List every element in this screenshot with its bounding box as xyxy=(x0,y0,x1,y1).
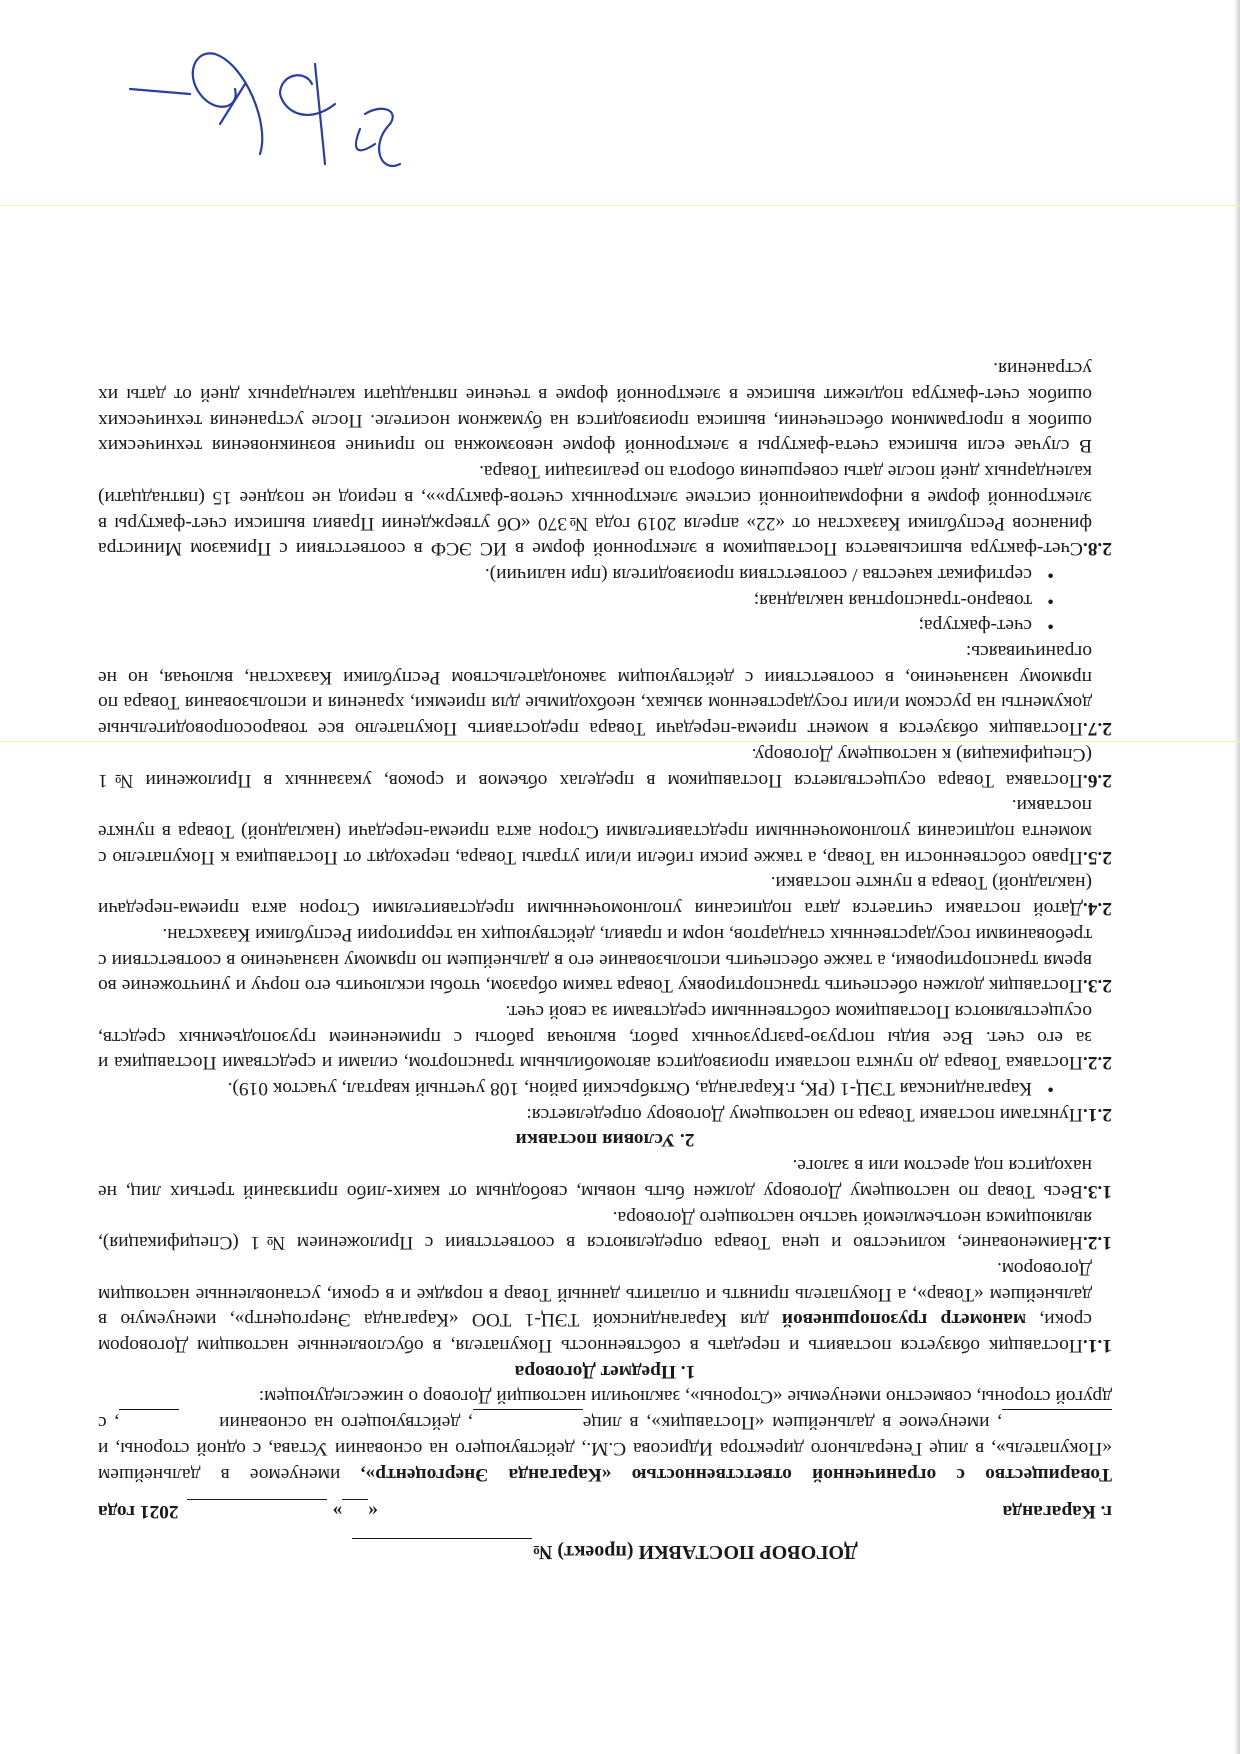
bullet-icon: • xyxy=(1047,615,1054,637)
contract-date: «»2021 года xyxy=(98,1499,378,1525)
document-bullet: •товарно-транспортная накладная; xyxy=(98,587,1112,613)
clause-2-7: 2.7.Поставщик обязуется в момент приема-передачи Товара предоставить Покупателю все товаросопроводительные документы на русском и/или государственном языках, необходимые для приемки, хранения и использования Товара по прямому назначению, в соответствии с действующим законодательством Республики Казахстан, включая, но не ограничиваясь: xyxy=(98,641,1112,740)
clause-2-2: 2.2.Поставка Товара до пункта поставки производится автомобильным транспортом, силами и средствами Поставщика и за его счет. Все виды погрузо-разгрузочных работ, включая работы с применением грузоподъемных средств, осуществляются Поставщиком собственными средствами за свой счет. xyxy=(98,1000,1112,1074)
bullet-icon: • xyxy=(1047,563,1054,585)
document-bullet: •счет-фактура; xyxy=(98,613,1112,639)
clause-2-5: 2.5.Право собственности на Товар, а также риски гибели и/или утраты Товара, переходят от Поставщика к Покупателю с момента подписания уполномоченными представителями Сторон акта приема-передачи (накладной) Товара в пункте поставки. xyxy=(98,795,1112,868)
section-1-heading: 1. Предмет Договора xyxy=(514,1360,696,1382)
clause-2-8-continuation: В случае если выписка счета-фактуры в электронной форме невозможна по причине возникновения технических ошибок в программном обеспечении, выписка производится на бумажном носителе. После устранения технических ошибок счет-фактура подлежит выписке в электронной форме в течение пятнадцати календарных дней от даты их устранения. xyxy=(98,358,1092,457)
clause-1-2: 1.2.Наименование, количество и цена Товара определяются в соответствии с Приложением №1 (Спецификация), являющимся неотъемлемой частью настоящего Договора. xyxy=(98,1206,1112,1254)
clause-1-1: 1.1.Поставщик обязуется поставить и передать в собственность Покупателя, в обусловленные настоящим Договором сроки, манометр грузопоршневой для Карагандинской ТЭЦ-1 ТОО «Караганда Энергоцентр», именуемую в дальнейшем «Товар», а Покупатель принять и оплатить данный Товар в порядке и в сроки, установленные настоящим Договором. xyxy=(98,1257,1112,1357)
scan-artifact-line xyxy=(0,205,1240,206)
document-bullet: •сертификат качества / соответствия производителя (при наличии). xyxy=(98,561,1112,587)
delivery-point-bullet: •Карагандинская ТЭЦ-1 (РК, г.Караганда, Октябрьский район, 108 учетный квартал, участок 019). xyxy=(98,1075,1112,1101)
document-title: ДОГОВОР ПОСТАВКИ (проект) № xyxy=(98,1538,1112,1564)
clause-2-8: 2.8.Счет-фактура выписывается Поставщиком в электронной форме в ИС ЭСФ в соответствии с Приказом Министра финансов Республики Казахстан от «22» апреля 2019 года №370 «Об утверждении Правил выписки счет-фактуры в электронной форме в информационной системе электронных счетов-фактур»», в период не позднее 15 (пятнадцати) календарных дней после даты совершения оборота по реализации Товара. xyxy=(98,461,1112,560)
clause-2-6: 2.6.Поставка Товара осуществляется Поставщиком в пределах объемов и сроков, указанных в Приложении №1 (Спецификация) к настоящему Договору. xyxy=(98,743,1112,791)
clause-2-4: 2.4.Датой поставки считается дата подписания уполномоченными представителями Сторон акта приема-передачи (накладной) Товара в пункте поставки. xyxy=(98,872,1112,920)
handwritten-initials-icon xyxy=(120,34,420,184)
clause-1-3: 1.3.Весь Товар по настоящему Договору должен быть новым, свободным от каких-либо притязаний третьих лиц, не находится под арестом или в залоге. xyxy=(98,1155,1112,1202)
scan-edge-shadow xyxy=(1234,0,1240,1754)
clause-2-1: 2.1.Пунктами поставки Товара по настоящему Договору определяется: xyxy=(526,1103,1112,1125)
bullet-icon: • xyxy=(1047,589,1054,611)
preamble: Товарищество с ограниченной ответственностью «Караганда Энергоцентр», именуемое в дальнейшем «Покупатель», в лице Генерального директора Идрисова С.М., действующего на основании Устава, с одной стороны, и, именуемое в дальнейшем «Поставщик», в лице, действующего на основании, с другой стороны, совместно именуемые «Стороны», заключили настоящий Договор о нижеследующем: xyxy=(98,1386,1112,1485)
date-row xyxy=(98,1499,1112,1525)
document-body xyxy=(98,356,1112,1564)
clause-2-3: 2.3.Поставщик должен обеспечить транспортировку Товара таким образом, чтобы исключить его порчу и уничтожение во время транспортировки, а также обеспечить использование его в дальнейшем по прямому назначению в соответствии с требованиями государственных стандартов, норм и правил, действующих на территории Республики Казахстан. xyxy=(98,923,1112,997)
section-2-heading: 2. Условия поставки xyxy=(515,1129,695,1151)
city: г. Караганда xyxy=(1002,1501,1112,1523)
bullet-icon: • xyxy=(1047,1078,1054,1100)
